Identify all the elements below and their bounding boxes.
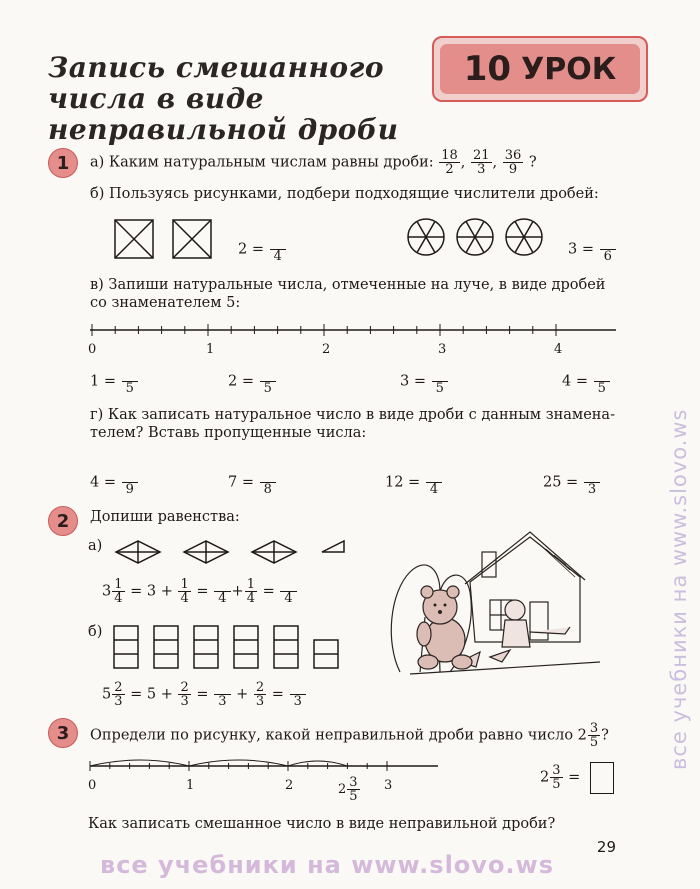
task-2b-label: б) [88, 624, 103, 640]
task-1g-eq-3: 12 = 4 [385, 469, 443, 496]
task-3-text: Определи по рисунку, какой неправильной дроби равно число 2 $\frac{3}{5}$ ? [90, 721, 609, 750]
task-1a-question: а) Каким натуральным числам равны дроби: [90, 154, 434, 171]
task-3-answer: 2 $\frac{3}{5}$ = [540, 763, 581, 792]
ray-1-label-3: 3 [438, 342, 447, 357]
task-2a-label: а) [88, 538, 103, 554]
task-1b-eq-1: 2 = 4 [238, 236, 287, 263]
task-2b-equation: 5 $\frac{2}{3}$ = 5 + $\frac{2}{3}$ = 3 + $\frac{2}{3}$ = 3 [102, 681, 307, 708]
title-line-2: числа в виде [48, 82, 264, 115]
ray-1-label-2: 2 [322, 342, 331, 357]
page-number: 29 [596, 838, 616, 856]
task-1g-eq-1: 4 = 9 [90, 469, 139, 496]
circles-figure [405, 216, 545, 260]
squares-figure [113, 218, 217, 262]
house-illustration [380, 522, 610, 687]
lesson-word: УРОК [521, 51, 617, 87]
task-1g-eq-4: 25 = 3 [543, 469, 601, 496]
task-1g-eq-2: 7 = 8 [228, 469, 277, 496]
watermark-side: все учебники на www.slovo.ws [667, 408, 691, 770]
lesson-title [48, 52, 399, 145]
task-1v-text-2: со знаменателем 5: [90, 295, 241, 311]
answer-box[interactable] [590, 762, 614, 794]
ray-1-label-1: 1 [206, 342, 215, 357]
task-1g-text-1: г) Как записать натуральное число в виде дроби с данным знамена- [90, 407, 615, 423]
rectangles-figure [112, 624, 342, 672]
task-3-badge: 3 [48, 718, 78, 748]
fraction: $\frac{36}{9}$ [504, 148, 522, 177]
task-2-badge: 2 [48, 506, 78, 536]
ray-1-label-4: 4 [554, 342, 563, 357]
title-line-1: Запись смешанного [48, 51, 384, 84]
fraction: $\frac{18}{2}$ [441, 148, 458, 177]
watermark-bottom: все учебники на www.slovo.ws [100, 851, 554, 879]
task-1v-eq-4: 4 = 5 [562, 368, 611, 395]
number-ray-2 [88, 752, 443, 776]
ray-2-label-0: 0 [88, 778, 97, 793]
task-1b-text: б) Пользуясь рисунками, подбери подходящие числители дробей: [90, 186, 599, 202]
ray-2-label-1: 1 [186, 778, 195, 793]
ray-2-label-2: 2 [285, 778, 294, 793]
rhombus-figure [112, 538, 352, 566]
task-1-badge: 1 [48, 148, 78, 178]
ray-2-label-mixed: 2 $\frac{3}{5}$ [338, 775, 358, 804]
task-1v-eq-2: 2 = 5 [228, 368, 277, 395]
lesson-badge [432, 36, 648, 102]
ray-1-label-0: 0 [88, 342, 97, 357]
task-2-text: Допиши равенства: [90, 509, 240, 525]
task-1a-text: а) Каким натуральным числам равны дроби: $\frac{18}{2}$ , $\frac{21}{3}$ , $\frac{36}{9}$ ? [90, 148, 537, 177]
task-1v-eq-1: 1 = 5 [90, 368, 139, 395]
task-1v-text-1: в) Запиши натуральные числа, отмеченные на луче, в виде дробей [90, 277, 606, 293]
task-1b-eq-2: 3 = 6 [568, 236, 617, 263]
lesson-number: 10 [463, 49, 512, 89]
task-1g-text-2: телем? Вставь пропущенные числа: [90, 425, 367, 441]
task-3-question: Как записать смешанное число в виде неправильной дроби? [88, 816, 556, 832]
task-2a-equation: 3 $\frac{1}{4}$ = 3 + $\frac{1}{4}$ = 4 + $\frac{1}{4}$ = 4 [102, 578, 298, 605]
title-line-3: неправильной дроби [48, 113, 399, 146]
fraction: $\frac{21}{3}$ [473, 148, 490, 177]
task-1v-eq-3: 3 = 5 [400, 368, 449, 395]
ray-2-label-3: 3 [384, 778, 393, 793]
number-ray-1 [88, 320, 620, 342]
